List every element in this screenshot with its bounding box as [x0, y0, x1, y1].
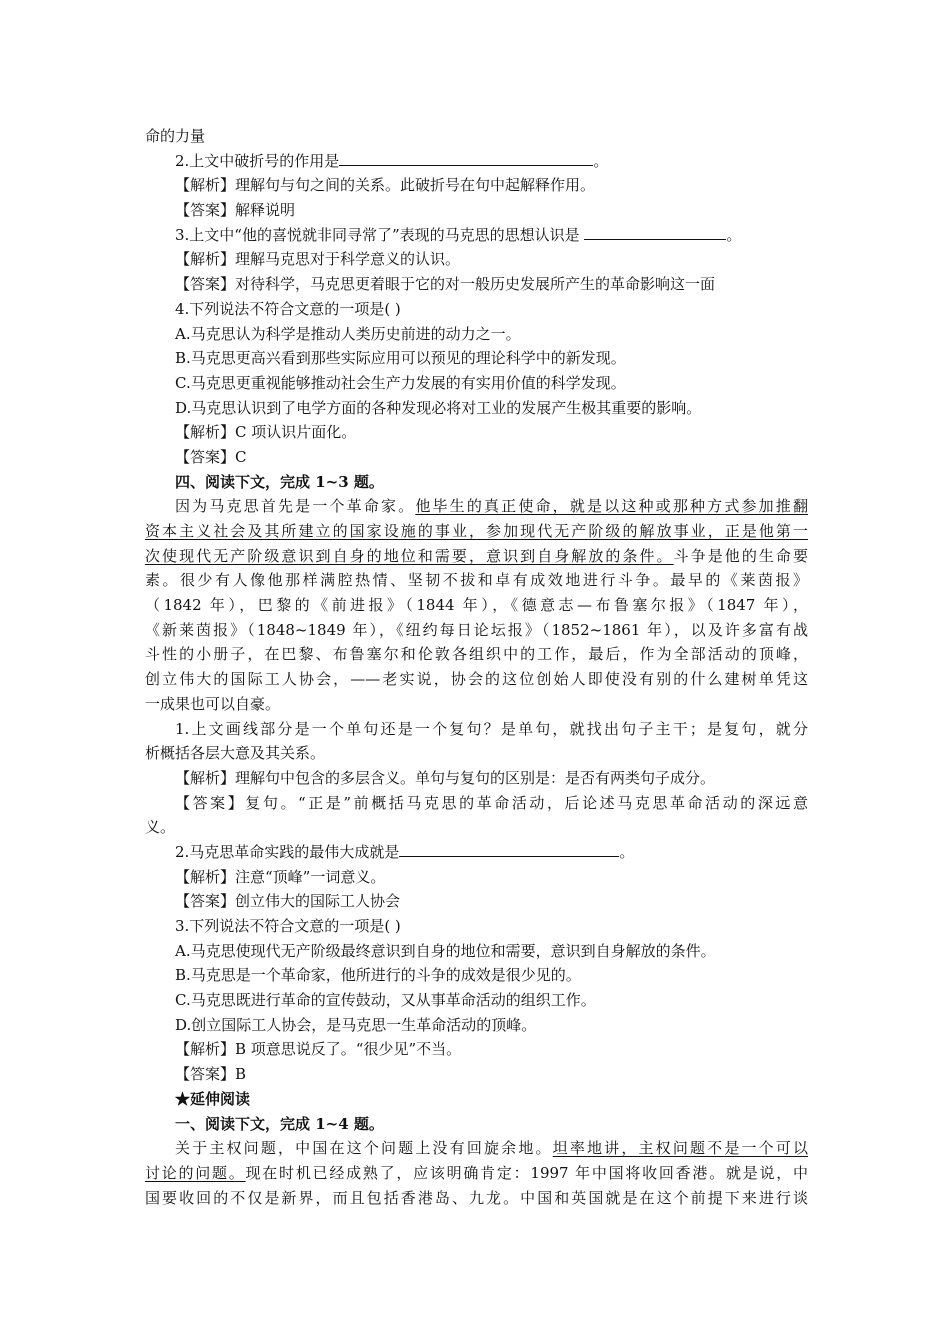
- underlined-text: 坦率地讲，主权问题不是一个可以: [552, 1139, 808, 1158]
- option-line: A.马克思使现代无产阶级最终意识到自身的地位和需要，意识到自身解放的条件。: [175, 941, 716, 960]
- option-line: A.马克思认为科学是推动人类历史前进的动力之一。: [175, 324, 521, 343]
- answer-line: 【答案】B: [175, 1065, 247, 1084]
- section-heading: 一、阅读下文，完成 1~4 题。: [175, 1114, 384, 1133]
- answer-line: 【答案】C: [175, 447, 247, 466]
- option-line: D.创立国际工人协会，是马克思一生革命活动的顶峰。: [175, 1015, 537, 1034]
- document-body: [145, 124, 808, 1210]
- underlined-text: 资本主义社会及其所建立的国家设施的事业，参加现代无产阶级的解放事业，正是他第一: [145, 522, 808, 540]
- passage-line: 因为马克思首先是一个革命家。他毕生的真正使命，就是以这种或那种方式参加推翻: [175, 497, 808, 516]
- passage-line: 一成果也可以自豪。: [145, 694, 281, 713]
- passage-line: 国要收回的不仅是新界，而且包括香港岛、九龙。中国和英国就是在这个前提下来进行谈: [145, 1188, 808, 1207]
- answer-line: 【答案】解释说明: [175, 201, 296, 220]
- underlined-text: 他毕生的真正使命，就是以这种或那种方式参加推翻: [415, 497, 808, 516]
- option-line: C.马克思既进行革命的宣传鼓动，又从事革命活动的组织工作。: [175, 991, 596, 1010]
- option-line: C.马克思更重视能够推动社会生产力发展的有实用价值的科学发现。: [175, 373, 626, 392]
- passage-line: （1842 年），巴黎的《前进报》（1844 年），《德意志—布鲁塞尔报》（1847 年），: [145, 596, 808, 615]
- section-heading: ★延伸阅读: [175, 1089, 251, 1108]
- question-line: 2.马克思革命实践的最伟大成就是 。: [175, 842, 635, 861]
- passage-line: 关于主权问题，中国在这个问题上没有回旋余地。坦率地讲，主权问题不是一个可以: [175, 1139, 808, 1158]
- analysis-line: 【解析】理解马克思对于科学意义的认识。: [175, 250, 461, 269]
- passage-line: [145, 519, 808, 544]
- option-line: B.马克思是一个革命家，他所进行的斗争的成效是很少见的。: [175, 966, 581, 985]
- question-line: 2.上文中破折号的作用是 。: [175, 151, 609, 170]
- passage-line: 次使现代无产阶级意识到自身的地位和需要，意识到自身解放的条件。斗争是他的生命要: [145, 546, 808, 565]
- question-line: 4.下列说法不符合文意的一项是( ): [175, 299, 401, 318]
- question-line: 1.上文画线部分是一个单句还是一个复句？是单句，就找出句子主干；是复句，就分: [175, 719, 808, 738]
- answer-line: 义。: [145, 818, 176, 837]
- question-line: 3.下列说法不符合文意的一项是( ): [175, 917, 401, 935]
- answer-line: 【答案】复句。“正是”前概括马克思的革命活动，后论述马克思革命活动的深远意: [175, 793, 808, 812]
- answer-blank[interactable]: [339, 150, 593, 166]
- answer-blank[interactable]: [399, 841, 619, 857]
- passage-line: 讨论的问题。现在时机已经成熟了，应该明确肯定：1997 年中国将收回香港。就是说，中: [145, 1163, 808, 1182]
- option-line: B.马克思更高兴看到那些实际应用可以预见的理论科学中的新发现。: [175, 349, 626, 368]
- analysis-line: 【解析】注意“顶峰”一词意义。: [175, 867, 386, 886]
- analysis-line: 【解析】理解句与句之间的关系。此破折号在句中起解释作用。: [175, 176, 596, 195]
- answer-line: 【答案】创立伟大的国际工人协会: [175, 892, 401, 911]
- question-line: 3.上文中“他的喜悦就非同寻常了”表现的马克思的思想认识是 。: [175, 225, 742, 244]
- section-heading: 四、阅读下文，完成 1~3 题。: [175, 472, 384, 491]
- option-line: D.马克思认识到了电学方面的各种发现必将对工业的发展产生极其重要的影响。: [175, 398, 702, 417]
- analysis-line: 【解析】理解句中包含的多层含义。单句与复句的区别是：是否有两类句子成分。: [175, 768, 716, 787]
- question-line: 析概括各层大意及其关系。: [145, 744, 326, 763]
- passage-line: 素。很少有人像他那样满腔热情、坚韧不拔和卓有成效地进行斗争。最早的《莱茵报》: [145, 571, 808, 590]
- underlined-text: 讨论的问题。: [145, 1163, 246, 1182]
- text-line: 命的力量: [145, 127, 206, 145]
- passage-line: 《新莱茵报》（1848~1849 年），《纽约每日论坛报》（1852~1861 年），以及许多富有战: [145, 620, 808, 639]
- passage-line: 斗性的小册子，在巴黎、布鲁塞尔和伦敦各组织中的工作，最后，作为全部活动的顶峰，: [145, 645, 808, 664]
- answer-line: 【答案】对待科学，马克思更着眼于它的对一般历史发展所产生的革命影响这一面: [175, 275, 716, 294]
- analysis-line: 【解析】B 项意思说反了。“很少见”不当。: [175, 1040, 462, 1059]
- passage-line: 创立伟大的国际工人协会，——老实说，协会的这位创始人即使没有别的什么建树单凭这: [145, 670, 808, 689]
- underlined-text: 次使现代无产阶级意识到自身的地位和需要，意识到自身解放的条件。: [145, 546, 674, 565]
- analysis-line: 【解析】C 项认识片面化。: [175, 423, 357, 442]
- answer-blank[interactable]: [584, 224, 726, 240]
